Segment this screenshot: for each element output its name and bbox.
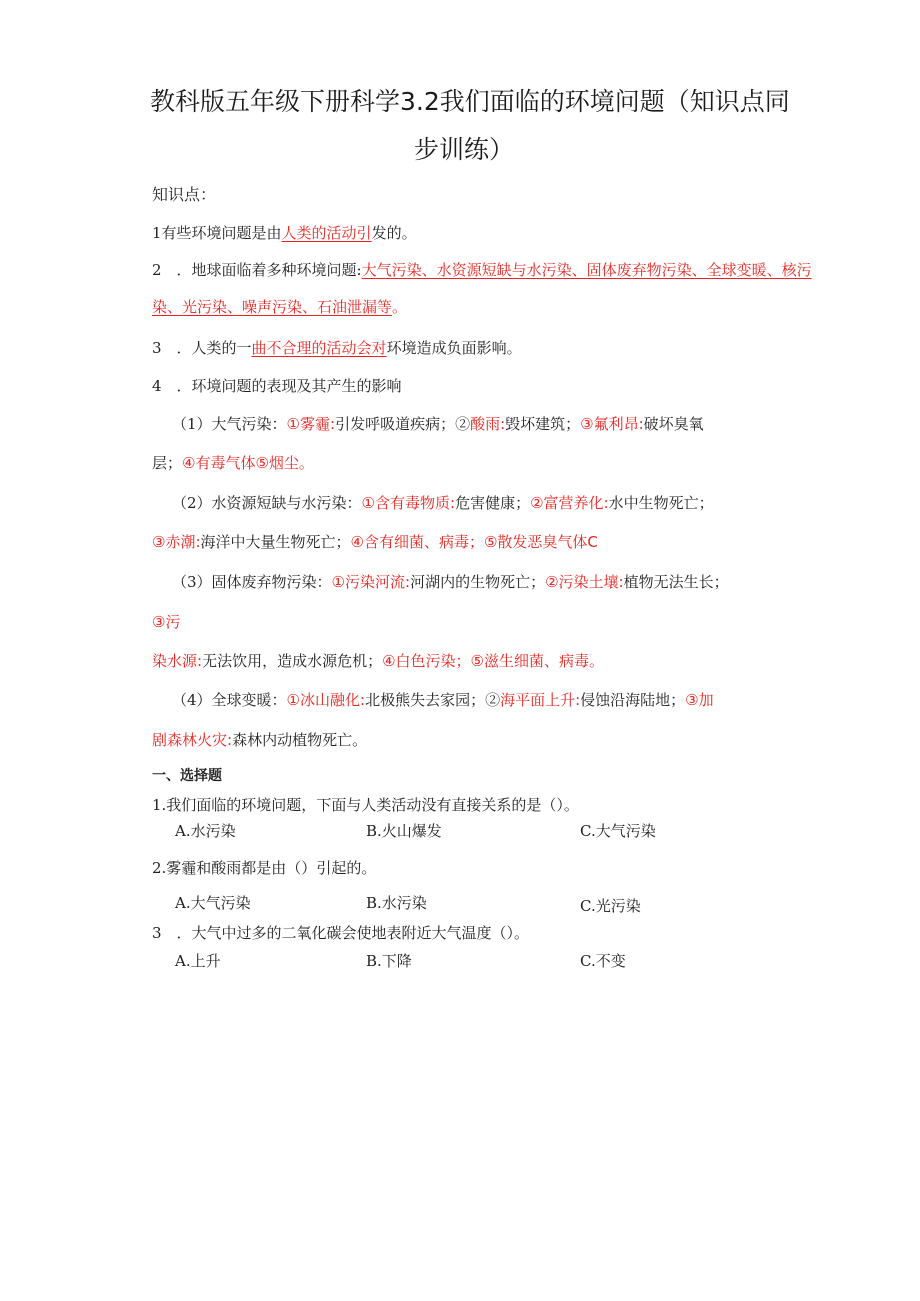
knowledge-point-1	[152, 222, 417, 243]
solid-waste-line-3	[152, 650, 604, 671]
question-1-option-c: C.大气污染	[580, 822, 656, 840]
water-item-1-text: 危害健康；	[455, 494, 531, 512]
doc-title-line1: 教科版五年级下册科学3.2我们面临的环境问题（知识点同	[150, 87, 790, 116]
knowledge-point-2	[152, 259, 812, 280]
water-item-3: ③赤潮:	[152, 533, 201, 551]
warm-item-1-text: 北极熊失去家园；②	[365, 691, 501, 709]
knowledge-point-2-cont	[152, 296, 407, 317]
warm-label: （4）全球变暖：	[172, 691, 287, 709]
air-item-2-text: 毁坏建筑；	[505, 415, 581, 433]
solid-item-2: ②污染土壤:	[545, 573, 624, 591]
k2-text: 2 ．地球面临着多种环境问题:	[152, 261, 362, 279]
air-pollution-line-2	[152, 452, 314, 473]
k3-text: 3 ．人类的一	[152, 339, 252, 357]
warm-item-2: 海平面上升:	[500, 691, 581, 709]
k3-highlight: 曲不合理的活动会对	[251, 339, 387, 357]
solid-item-3-text: 无法饮用，造成水源危机；	[202, 652, 383, 670]
solid-item-3-start: ③污	[152, 613, 181, 631]
air-label: （1）大气污染：	[172, 415, 287, 433]
water-pollution-line	[172, 492, 714, 513]
k2-end: 。	[392, 298, 408, 316]
warm-item-1: ①冰山融化:	[286, 691, 366, 709]
question-1-option-a: A.水污染	[175, 822, 236, 840]
question-2-option-b: B.水污染	[366, 894, 427, 912]
water-item-1: ①含有毒物质:	[361, 494, 456, 512]
solid-item-4-5: ④白色污染；⑤滋生细菌、病毒。	[382, 652, 604, 670]
air-item-1: ①雾霾:	[286, 415, 336, 433]
k1-text-end: 发的。	[371, 224, 417, 242]
solid-item-2-text: 植物无法生长；	[623, 573, 729, 591]
air-cont: 层；	[152, 454, 183, 472]
solid-item-1: ①污染河流:	[331, 573, 411, 591]
question-2-stem: 2.雾霾和酸雨都是由（）引起的。	[152, 859, 377, 877]
question-3-stem: 3 ．大气中过多的二氧化碳会使地表附近大气温度（）。	[152, 924, 530, 942]
section-heading: 一、选择题	[152, 768, 222, 784]
solid-item-3: 染水源:	[152, 652, 203, 670]
doc-title-line2: 步训练）	[414, 135, 515, 164]
knowledge-point-4: 4 ．环境问题的表现及其产生的影响	[152, 377, 402, 395]
warm-item-3: 剧森林火灾:	[152, 731, 233, 749]
solid-item-1-text: 河湖内的生物死亡；	[410, 573, 546, 591]
k2-highlight: 大气污染、水资源短缺与水污染、固体废弃物污染、全球变暖、核污	[361, 261, 812, 279]
question-3-option-b: B.下降	[366, 952, 412, 970]
knowledge-heading: 知识点：	[152, 185, 217, 204]
water-item-3-text: 海洋中大量生物死亡；	[200, 533, 351, 551]
question-3-option-a: A.上升	[175, 952, 221, 970]
water-pollution-line-2	[152, 531, 598, 552]
question-3-option-c: C.不变	[580, 952, 626, 970]
water-item-2-text: 水中生物死亡；	[608, 494, 714, 512]
question-2-option-c: C.光污染	[580, 897, 641, 915]
air-item-3-text: 破坏臭氧	[643, 415, 704, 433]
warm-item-2-text: 侵蚀沿海陆地；	[580, 691, 686, 709]
global-warming-line-2	[152, 729, 367, 750]
knowledge-point-3	[152, 337, 522, 358]
air-item-4-5: ④有毒气体⑤烟尘。	[182, 454, 314, 472]
water-item-2: ②富营养化:	[530, 494, 609, 512]
air-pollution-line	[172, 413, 704, 434]
solid-waste-line	[172, 571, 729, 592]
solid-label: （3）固体废弃物污染：	[172, 573, 332, 591]
water-label: （2）水资源短缺与水污染：	[172, 494, 362, 512]
k2-highlight-cont: 染、光污染、噪声污染、石油泄漏等	[152, 298, 393, 316]
warm-item-3-start: ③加	[685, 691, 714, 709]
question-1-option-b: B.火山爆发	[366, 822, 442, 840]
air-item-3: ③氟利昂:	[580, 415, 644, 433]
warm-item-3-text: 森林内动植物死亡。	[232, 731, 368, 749]
question-1-stem: 1.我们面临的环境问题，下面与人类活动没有直接关系的是（）。	[152, 796, 579, 814]
global-warming-line	[172, 689, 714, 710]
k1-text: 1有些环境问题是由	[152, 224, 282, 242]
air-item-1-text: 引发呼吸道疾病；②	[335, 415, 471, 433]
question-2-option-a: A.大气污染	[175, 894, 251, 912]
air-item-2: 酸雨:	[470, 415, 506, 433]
k3-text-end: 环境造成负面影响。	[386, 339, 522, 357]
water-item-4-5: ④含有细菌、病毒；⑤散发恶臭气体C	[350, 533, 598, 551]
solid-waste-line-2	[152, 611, 180, 632]
k1-highlight: 人类的活动引	[281, 224, 372, 242]
